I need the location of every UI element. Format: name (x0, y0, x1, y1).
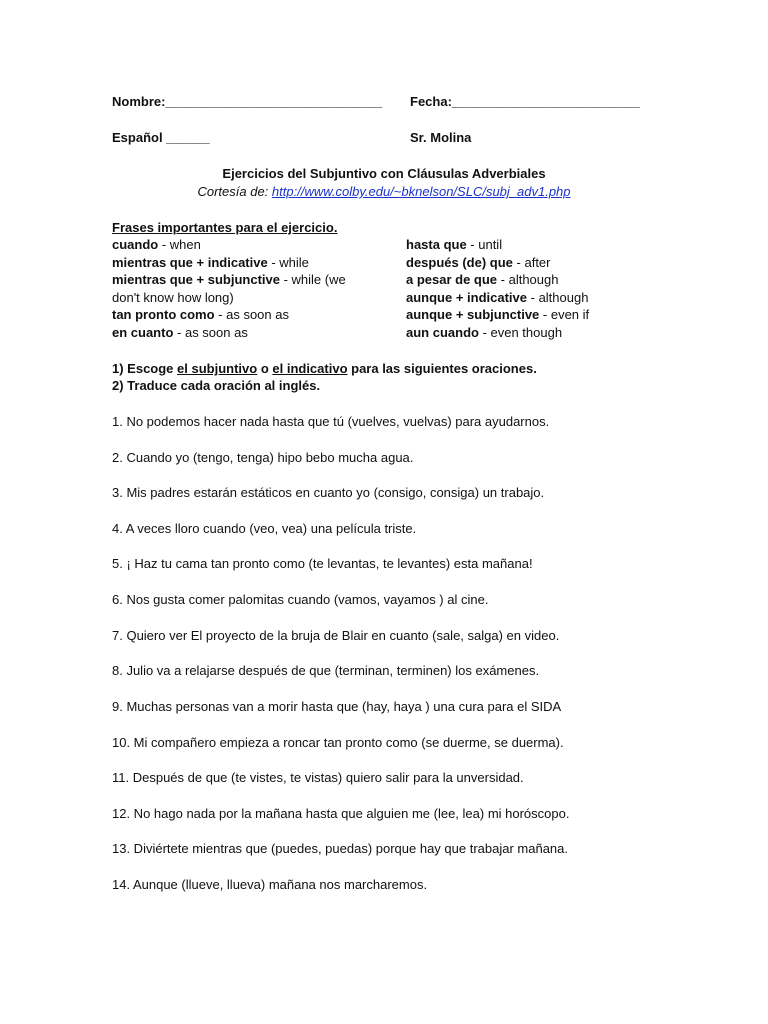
phrase-item (112, 254, 352, 272)
phrase-meaning: - until (466, 237, 503, 252)
phrase-meaning: - although (527, 289, 589, 305)
instruction-text: para las siguientes oraciones. (347, 361, 537, 376)
phrase-item (112, 236, 352, 254)
phrase-item (112, 271, 352, 306)
exercise-question: 8. Julio va a relajarse después de que (terminan, terminen) los exámenes. (112, 663, 540, 678)
phrase-item (406, 271, 686, 289)
courtesy-label: Cortesía de: (197, 184, 272, 199)
exercise-question: 7. Quiero ver El proyecto de la bruja de Blair en cuanto (sale, salga) en video. (112, 628, 560, 643)
phrase-term: aun cuando (406, 324, 479, 340)
phrase-meaning: - while (we don't know how long) (112, 272, 346, 305)
phrase-meaning: - after (512, 254, 551, 270)
phrase-term: después (de) que (406, 254, 513, 270)
phrase-term: tan pronto como (112, 307, 215, 322)
date-field-label: Fecha:__________________________ (410, 94, 640, 109)
phrase-term: hasta que (406, 237, 467, 252)
exercise-question: 11. Después de que (te vistes, te vistas) quiero salir para la unversidad. (112, 770, 524, 785)
instruction-emphasis: el subjuntivo (177, 361, 258, 376)
exercise-question: 3. Mis padres estarán estáticos en cuanto yo (consigo, consiga) un trabajo. (112, 485, 545, 500)
exercise-question: 6. Nos gusta comer palomitas cuando (vamos, vayamos ) al cine. (112, 592, 489, 607)
exercise-question: 14. Aunque (llueve, llueva) mañana nos marcharemos. (112, 877, 428, 892)
course-field-label: Español ______ (112, 130, 210, 145)
phrase-item (406, 306, 686, 324)
exercise-question: 10. Mi compañero empieza a roncar tan pronto como (se duerme, se duerma). (112, 735, 564, 750)
phrase-meaning: - even though (478, 324, 563, 340)
phrase-meaning: - as soon as (214, 307, 289, 322)
exercise-question: 12. No hago nada por la mañana hasta que alguien me (lee, lea) mi horóscopo. (112, 806, 570, 821)
exercise-question: 4. A veces lloro cuando (veo, vea) una película triste. (112, 521, 417, 536)
phrase-item (406, 254, 686, 272)
phrases-heading: Frases importantes para el ejercicio. (112, 220, 338, 235)
exercise-question: 5. ¡ Haz tu cama tan pronto como (te levantas, te levantes) esta mañana! (112, 556, 533, 571)
phrase-term: aunque + indicative (406, 289, 528, 305)
source-link[interactable]: http://www.colby.edu/~bknelson/SLC/subj_adv1.php (271, 184, 571, 199)
courtesy-line (0, 184, 768, 200)
phrase-term: mientras que + indicative (112, 254, 268, 270)
phrase-meaning: - while (267, 254, 309, 270)
phrase-item (406, 236, 686, 254)
phrase-term: en cuanto (112, 324, 174, 340)
phrase-meaning: - although (497, 272, 559, 287)
exercise-question: 9. Muchas personas van a morir hasta que (hay, haya ) una cura para el SIDA (112, 699, 562, 714)
exercise-question: 1. No podemos hacer nada hasta que tú (vuelves, vuelvas) para ayudarnos. (112, 414, 550, 429)
phrase-term: cuando (112, 237, 159, 252)
phrase-meaning: - as soon as (173, 324, 248, 340)
exercise-question: 2. Cuando yo (tengo, tenga) hipo bebo mucha agua. (112, 450, 414, 465)
instruction-1 (112, 361, 537, 377)
phrase-item (406, 289, 686, 307)
phrase-term: aunque + subjunctive (406, 307, 540, 322)
phrase-item (406, 324, 686, 342)
instruction-emphasis: el indicativo (272, 361, 348, 376)
phrase-meaning: - when (158, 237, 201, 252)
phrase-meaning: - even if (539, 307, 590, 322)
instruction-text: o (257, 361, 273, 376)
exercise-question: 13. Diviértete mientras que (puedes, puedas) porque hay que trabajar mañana. (112, 841, 569, 856)
phrase-item (112, 306, 352, 324)
instruction-text: 1) Escoge (112, 361, 178, 376)
teacher-name: Sr. Molina (410, 130, 472, 145)
name-field-label: Nombre:______________________________ (112, 94, 383, 109)
phrase-term: a pesar de que (406, 272, 498, 287)
phrase-item (112, 324, 352, 342)
instruction-2: 2) Traduce cada oración al inglés. (112, 378, 321, 393)
worksheet-title: Ejercicios del Subjuntivo con Cláusulas Adverbiales (222, 166, 546, 181)
phrase-term: mientras que + subjunctive (112, 272, 280, 287)
